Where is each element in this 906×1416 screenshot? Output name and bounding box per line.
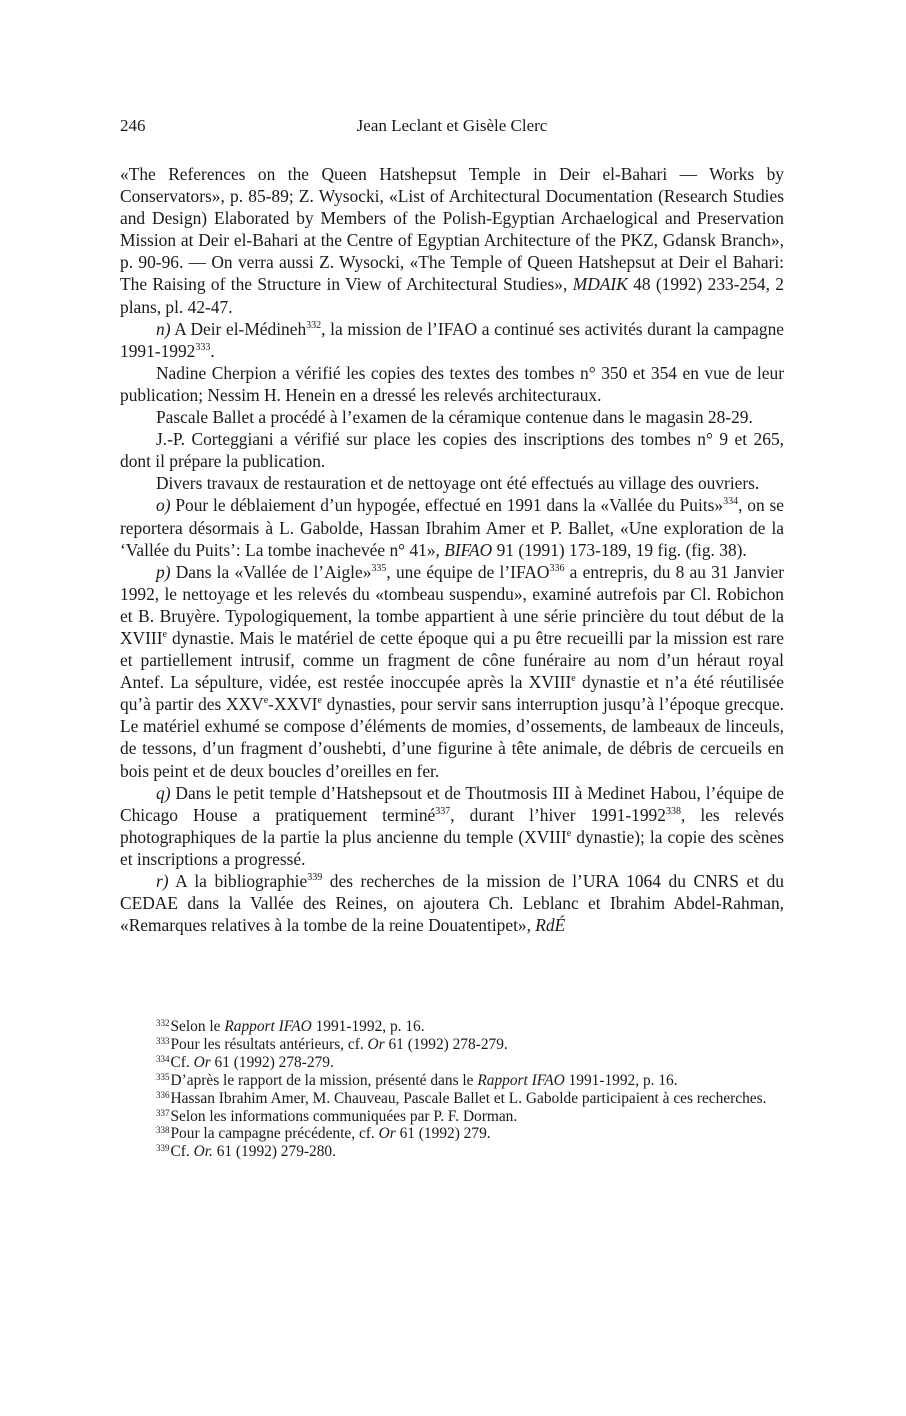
text-run: 48 (1992) 233-254, 2 plans, pl. 42-47. bbox=[120, 274, 785, 317]
italic-text: Or bbox=[367, 1035, 385, 1053]
superscript: 338 bbox=[665, 805, 681, 817]
superscript: 336 bbox=[549, 562, 565, 574]
text-run: Pascale Ballet a procédé à l’examen de la céramique contenue dans le magasin 28-29. bbox=[156, 407, 753, 428]
superscript: 337 bbox=[435, 805, 451, 817]
text-run: dynastie. Mais le matériel de cette époque qui a pu être recueilli par la mission est rare et partiellement intrusif, comme un fragment de cône funéraire au nom d’un héraut royal Antef. La sépulture, vidée, est restée inoccupée après la XVIII bbox=[120, 627, 784, 693]
page-header bbox=[120, 116, 784, 140]
footnote bbox=[120, 1054, 784, 1072]
italic-text: q) bbox=[156, 782, 171, 803]
text-run: Pour les résultats antérieurs, cf. bbox=[170, 1035, 368, 1053]
paragraph bbox=[120, 494, 784, 560]
italic-text: Or bbox=[378, 1125, 396, 1143]
text-run: Pour la campagne précédente, cf. bbox=[170, 1125, 379, 1143]
italic-text: r) bbox=[156, 871, 169, 891]
text-run: 61 (1992) 278-279. bbox=[210, 1053, 334, 1071]
italic-text: o) bbox=[156, 495, 171, 516]
text-run: A la bibliographie bbox=[168, 871, 308, 891]
superscript: 332 bbox=[306, 319, 322, 331]
footnotes bbox=[120, 1018, 784, 1161]
paragraph bbox=[120, 472, 784, 494]
text-run: 1991-1992, p. 16. bbox=[564, 1071, 678, 1089]
text-run: , les relevés photographiques de la partie la plus ancienne du temple (XVIII bbox=[120, 804, 784, 847]
superscript: 334 bbox=[723, 496, 739, 508]
text-run: dynastie); la copie des scènes et inscriptions a progressé. bbox=[120, 826, 784, 869]
text-run: Selon le bbox=[170, 1018, 225, 1035]
text-run: 61 (1992) 279. bbox=[395, 1125, 491, 1143]
italic-text: RdÉ bbox=[535, 915, 566, 936]
text-run: -XXVI bbox=[268, 694, 318, 715]
italic-text: p) bbox=[156, 561, 171, 582]
text-run: a entrepris, du 8 au 31 Janvier 1992, le nettoyage et les relevés du «tombeau suspendu», examiné autrefois par Cl. Robichon et B. Bruyère. Typologiquement, la tombe appartient à une série princière du tout début de la XVIII bbox=[120, 561, 785, 648]
text-run: dynasties, pour servir sans interruption jusqu’à l’époque grecque. Le matériel exhumé se compose d’éléments de momies, d’ossements, de lambeaux de linceuls, de tessons, d’un fragment d’oushebti, d’une figurine à tête animale, de débris de cercueils en bois peint et de deux boucles d’oreilles en fer. bbox=[120, 694, 785, 781]
text-run: Cf. bbox=[170, 1053, 194, 1071]
text-run: J.-P. Corteggiani a vérifié sur place les copies des inscriptions des tombes n° 9 et 265, dont il prépare la publication. bbox=[120, 429, 784, 472]
text-run: , une équipe de l’IFAO bbox=[386, 561, 550, 582]
text-run: 1991-1992, p. 16. bbox=[311, 1018, 425, 1035]
text-run: 61 (1992) 279-280. bbox=[212, 1143, 336, 1161]
superscript: 339 bbox=[307, 872, 323, 883]
superscript: e bbox=[263, 695, 269, 707]
text-run: dynastie et n’a été réutilisée qu’à partir des XXV bbox=[120, 672, 784, 715]
italic-text: Rapport IFAO bbox=[477, 1071, 565, 1089]
footnote bbox=[120, 1143, 784, 1161]
superscript: 336 bbox=[156, 1089, 170, 1100]
superscript: 333 bbox=[195, 341, 211, 353]
text-run: des recherches de la mission de l’URA 1064 du CNRS et du CEDAE dans la Vallée des Reines, on ajoutera Ch. Leblanc et Ibrahim Abdel-Rahman, «Remarques relatives à la tombe de la reine Douatentipet», bbox=[120, 871, 784, 936]
paragraph bbox=[120, 362, 784, 406]
text-run: A Deir el-Médineh bbox=[170, 318, 307, 339]
paragraph bbox=[120, 428, 784, 472]
text-run: 61 (1992) 278-279. bbox=[384, 1035, 508, 1053]
superscript: 333 bbox=[156, 1035, 170, 1046]
superscript: e bbox=[566, 827, 572, 839]
text-run: Pour le déblaiement d’un hypogée, effectué en 1991 dans la «Vallée du Puits» bbox=[170, 495, 724, 516]
paragraph bbox=[120, 163, 784, 318]
text-run: , la mission de l’IFAO a continué ses activités durant la campagne 1991-1992 bbox=[120, 318, 784, 361]
italic-text: MDAIK bbox=[572, 274, 628, 295]
text-run: Hassan Ibrahim Amer, M. Chauveau, Pascale Ballet et L. Gabolde participaient à ces recherches. bbox=[170, 1089, 767, 1107]
superscript: 335 bbox=[371, 562, 387, 574]
footnote bbox=[120, 1018, 784, 1036]
italic-text: BIFAO bbox=[444, 539, 493, 560]
superscript: 334 bbox=[156, 1053, 170, 1064]
paragraph bbox=[120, 406, 784, 428]
footnote bbox=[120, 1125, 784, 1143]
paragraph bbox=[120, 782, 784, 870]
superscript: e bbox=[162, 628, 167, 640]
italic-text: Or. bbox=[193, 1143, 213, 1161]
superscript: e bbox=[317, 695, 322, 707]
text-run: Divers travaux de restauration et de nettoyage ont été effectués au village des ouvriers. bbox=[156, 473, 760, 494]
superscript: 337 bbox=[156, 1107, 170, 1118]
text-run: Dans la «Vallée de l’Aigle» bbox=[170, 561, 372, 582]
superscript: e bbox=[571, 673, 576, 685]
footnote bbox=[120, 1072, 784, 1090]
text-run: Nadine Cherpion a vérifié les copies des textes des tombes n° 350 et 354 en vue de leur publication; Nessim H. Henein en a dressé les relevés architecturaux. bbox=[120, 362, 784, 405]
text-run: . bbox=[210, 340, 215, 361]
text-run: D’après le rapport de la mission, présenté dans le bbox=[170, 1071, 478, 1089]
superscript: 339 bbox=[156, 1143, 170, 1154]
superscript: 338 bbox=[156, 1125, 170, 1136]
text-run: Cf. bbox=[170, 1143, 194, 1161]
text-run: , durant l’hiver 1991-1992 bbox=[450, 804, 666, 825]
footnote bbox=[120, 1090, 784, 1108]
paragraph bbox=[120, 561, 784, 782]
italic-text: Rapport IFAO bbox=[224, 1018, 312, 1035]
italic-text: n) bbox=[156, 318, 171, 339]
page-number: 246 bbox=[120, 116, 146, 135]
paragraph bbox=[120, 870, 784, 936]
superscript: 332 bbox=[156, 1018, 170, 1028]
text-run: «The References on the Queen Hatshepsut Temple in Deir el-Bahari — Works by Conservators», p. 85-89; Z. Wysocki, «List of Architectural Documentation (Research Studies and Design) Elaborated by Members of the Polish-Egyptian Archaelogical and Preservation Mission at Deir el-Bahari at the Centre of Egyptian Architecture of the PKZ, Gdansk Branch», p. 90-96. — On verra aussi Z. Wysocki, «The Temple of Queen Hatshepsut at Deir el Bahari: The Raising of the Structure in View of Architectural Studies», bbox=[120, 164, 784, 295]
paragraph bbox=[120, 318, 784, 362]
text-run: 91 (1991) 173-189, 19 fig. (fig. 38). bbox=[492, 539, 747, 560]
running-title: Jean Leclant et Gisèle Clerc bbox=[356, 116, 548, 135]
text-run: Selon les informations communiquées par P. F. Dorman. bbox=[170, 1107, 518, 1125]
body-text bbox=[120, 163, 784, 936]
superscript: 335 bbox=[156, 1071, 170, 1082]
text-run: Dans le petit temple d’Hatshepsout et de Thoutmosis III à Medinet Habou, l’équipe de Chicago House a pratiquement terminé bbox=[120, 782, 784, 825]
text-run: , on se reportera désormais à L. Gabolde, Hassan Ibrahim Amer et P. Ballet, «Une exploration de la ‘Vallée du Puits’: La tombe inachevée n° 41», bbox=[120, 495, 785, 560]
footnote bbox=[120, 1108, 784, 1126]
footnote bbox=[120, 1036, 784, 1054]
italic-text: Or bbox=[193, 1053, 211, 1071]
